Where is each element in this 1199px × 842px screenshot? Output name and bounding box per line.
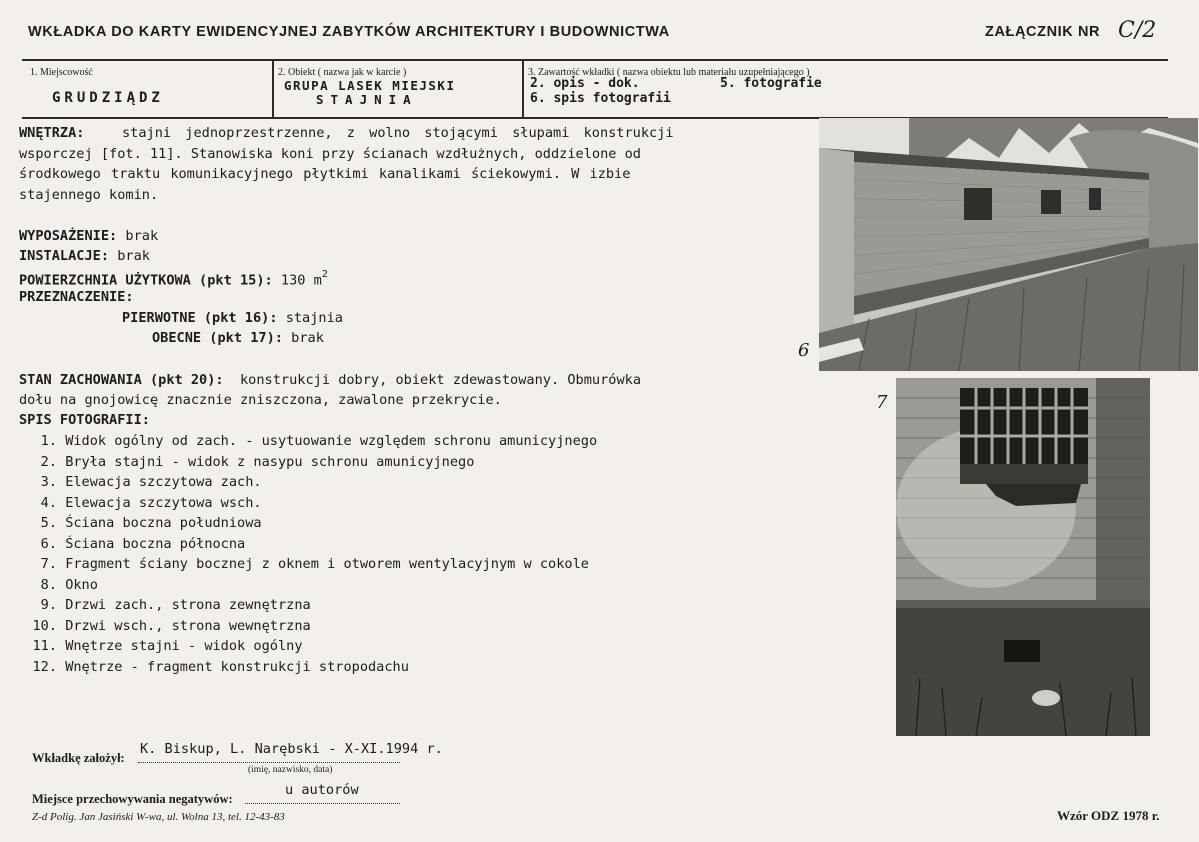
list-item: 2. Bryła stajni - widok z nasypu schronu amunicyjnego (40, 453, 475, 470)
interior-line-4: stajennego komin. (19, 187, 159, 203)
contents-label: 3. Zawartość wkładki ( nazwa obiektu lub materiału uzupełniającego ) (528, 67, 810, 78)
photo-7-number: 7 (876, 392, 888, 413)
equipment-value: brak (125, 228, 159, 244)
condition-line-2: dołu na gnojowicę znacznie zniszczona, zawalone przekrycie. (19, 392, 502, 408)
object-value-line2: STAJNIA (316, 92, 418, 107)
annex-number: C/2 (1118, 18, 1157, 43)
original-purpose-value: stajnia (285, 310, 343, 326)
equipment-label: WYPOSAŻENIE: (19, 228, 118, 244)
author-value: K. Biskup, L. Narębski - X-XI.1994 r. (140, 741, 443, 757)
condition-row (19, 370, 641, 391)
list-item: 7. Fragment ściany bocznej z oknem i otworem wentylacyjnym w cokole (40, 556, 589, 572)
current-purpose-row (152, 328, 324, 349)
list-item: 9. Drzwi zach., strona zewnętrzna (40, 597, 311, 613)
list-item: 12. Wnętrze - fragment konstrukcji stropodachu (32, 658, 409, 675)
list-item: 6. Ściana boczna północna (40, 535, 246, 552)
installations-label: INSTALACJE: (19, 248, 110, 264)
negatives-dotted-line (245, 803, 400, 804)
field-divider-1 (272, 60, 274, 117)
original-purpose-row (122, 308, 343, 329)
header-rule (22, 59, 1168, 61)
interior-line-2: wsporczej [fot. 11]. Stanowiska koni przy ścianach wzdłużnych, oddzielone od (19, 146, 641, 162)
photo-list (19, 431, 597, 677)
installations-value: brak (117, 248, 150, 264)
condition-label: STAN ZACHOWANIA (pkt 20): (19, 372, 224, 388)
form-version: Wzór ODZ 1978 r. (1057, 808, 1160, 823)
list-item: 8. Okno (40, 576, 98, 593)
installations-row (19, 246, 150, 267)
list-item: 10. Drzwi wsch., strona wewnętrzna (32, 617, 311, 634)
contents-item-spis: 6. spis fotografii (530, 91, 671, 106)
original-purpose-label: PIERWOTNE (pkt 16): (122, 310, 278, 326)
photo-wall-window (896, 378, 1150, 736)
area-label: POWIERZCHNIA UŻYTKOWA (pkt 15): (19, 272, 273, 289)
author-hint: (imię, nazwisko, data) (248, 765, 333, 775)
author-dotted-line (138, 762, 400, 763)
annex-label: ZAŁĄCZNIK NR (985, 24, 1101, 40)
photo-6-number: 6 (798, 340, 810, 361)
negatives-value: u autorów (285, 782, 359, 798)
list-item: 3. Elewacja szczytowa zach. (40, 474, 262, 490)
form-title: WKŁADKA DO KARTY EWIDENCYJNEJ ZABYTKÓW ARCHITEKTURY I BUDOWNICTWA (28, 24, 670, 40)
list-item: 4. Elewacja szczytowa wsch. (40, 494, 262, 511)
locality-value: GRUDZIĄDZ (52, 90, 164, 106)
current-purpose-label: OBECNE (pkt 17): (152, 330, 283, 346)
purpose-label: PRZEZNACZENIE: (19, 289, 134, 305)
photo-stable-exterior (819, 118, 1198, 371)
list-item: 1. Widok ogólny od zach. - usytuowanie względem schronu amunicyjnego (40, 433, 598, 449)
field-divider-2 (522, 60, 524, 117)
area-value: 130 m (280, 272, 322, 289)
interior-line-1: stajni jednoprzestrzenne, z wolno stojącymi słupami konstrukcji (122, 125, 674, 141)
printer-info: Z-d Polig. Jan Jasiński W-wa, ul. Wolna 13, tel. 12-43-83 (32, 811, 285, 823)
current-purpose-value: brak (291, 330, 324, 346)
equipment-row (19, 226, 158, 247)
area-unit-superscript: 2 (321, 269, 328, 280)
object-value-line1: GRUPA LASEK MIEJSKI (284, 78, 456, 93)
interior-line-3: środkowego traktu komunikacyjnego płytkimi kanalikami ściekowymi. W izbie (19, 166, 631, 182)
interior-label: WNĘTRZA: (19, 125, 85, 141)
author-label: Wkładkę założył: (32, 751, 125, 765)
negatives-label: Miejsce przechowywania negatywów: (32, 792, 233, 806)
locality-label: 1. Miejscowość (30, 67, 93, 78)
contents-item-fotografie: 5. fotografie (720, 76, 822, 91)
object-label: 2. Obiekt ( nazwa jak w karcie ) (278, 67, 407, 78)
photo-list-label: SPIS FOTOGRAFII: (19, 412, 150, 428)
contents-item-opis: 2. opis - dok. (530, 76, 640, 91)
list-item: 5. Ściana boczna południowa (40, 515, 262, 531)
list-item: 11. Wnętrze stajni - widok ogólny (32, 638, 303, 654)
condition-line-1: konstrukcji dobry, obiekt zdewastowany. Obmurówka (239, 372, 642, 388)
